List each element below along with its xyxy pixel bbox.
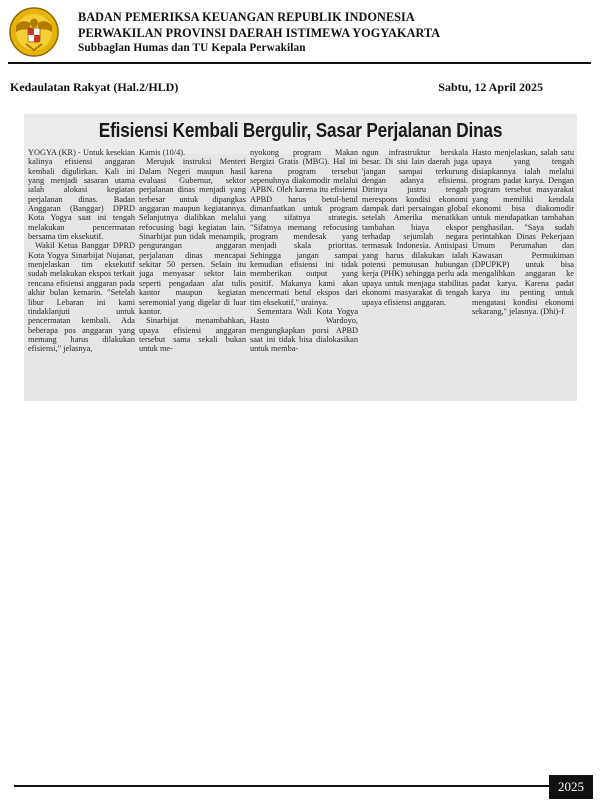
paragraph: Merujuk instruksi Menteri Dalam Negeri maupun hasil evaluasi Gubernur, sektor perjalanan dinas menjadi yang terbesar untuk dipangkas anggaran maupun kegiatannya. Selanjutnya dialihkan melalui refocusing bagi kegiatan lain. Sinarbijat pun tidak menampik, pengurangan anggaran perjalanan dinas mencapai sekitar 50 persen. Selain itu juga menyasar sektor lain seperti pengadaan alat tulis kantor maupun kegiatan seremonial yang digelar di luar kantor. bbox=[139, 157, 246, 316]
article-column-3 bbox=[250, 148, 358, 354]
article-column-2 bbox=[139, 148, 246, 354]
paragraph: YOGYA (KR) - Untuk kesekian kalinya efisiensi anggaran kembali digulirkan. Kali ini yang menjadi sasaran utama ialah alokasi kegiatan perjalanan dinas. Badan Anggaran (Banggar) DPRD Kota Yogya saat ini tengah melakukan pencermatan bersama tim eksekutif. bbox=[28, 148, 135, 242]
office-name: PERWAKILAN PROVINSI DAERAH ISTIMEWA YOGYAKARTA bbox=[78, 25, 441, 40]
source-label: Kedaulatan Rakyat (Hal.2/HLD) bbox=[10, 80, 179, 94]
garuda-emblem-logo bbox=[8, 6, 60, 58]
footer-divider bbox=[14, 785, 550, 787]
news-clipping bbox=[24, 114, 577, 401]
institution-name: BADAN PEMERIKSA KEUANGAN REPUBLIK INDONESIA bbox=[78, 10, 415, 24]
paragraph: nyokong program Makan Bergizi Gratis (MBG). Hal ini karena program tersebut sepenuhnya diakomodir melalui APBN. Oleh karena itu efisiensi APBD harus betul-betul dimanfaatkan untuk program yang sifatnya strategis. "Sifatnya memang refocusing program mendesak yang menjadi skala prioritas. Sehingga jangan sampai kemudian efisiensi ini tidak memberikan output yang positif. Makanya kami akan mencermati betul ekspos dari tim eksekutif," urainya. bbox=[250, 148, 358, 307]
year-badge: 2025 bbox=[549, 775, 593, 799]
article-column-4 bbox=[362, 148, 468, 307]
article-headline: Efisiensi Kembali Bergulir, Sasar Perjalanan Dinas bbox=[98, 120, 503, 142]
paragraph: Kamis (10/4). bbox=[139, 148, 186, 157]
article-column-1 bbox=[28, 148, 135, 354]
date-label: Sabtu, 12 April 2025 bbox=[438, 80, 543, 94]
letterhead-divider bbox=[8, 62, 591, 64]
paragraph: Sinarbijat menambahkan, upaya efisiensi anggaran tersebut sama sekali bukan untuk me- bbox=[139, 316, 246, 354]
paragraph: Sementara Wali Kota Yogya Hasto Wardoyo, mengungkapkan porsi APBD saat ini tidak bisa dialokasikan untuk memba- bbox=[250, 306, 358, 354]
paragraph: ngun infrastruktur berskala besar. Di sisi lain daerah juga 'jangan sampai terkurung dengan adanya efisiensi. Dirinya justru tengah merespons kondisi ekonomi dampak dari persaingan global setelah Amerika menaikkan tambahan biaya ekspor terhadap sejumlah negara termasuk Indonesia. Antisipasi yang harus dilakukan ialah potensi pemutusan hubungan kerja (PHK) sehingga perlu ada upaya untuk menjaga stabilitas ekonomi masyarakat di tengah upaya efisiensi anggaran. bbox=[362, 148, 468, 307]
letterhead bbox=[78, 10, 440, 57]
paragraph: Hasto menjelaskan, salah satu upaya yang tengah disiapkannya ialah melalui program padat karya. Dengan program tersebut masyarakat yang memiliki kendala ekonomi bisa diakomodir untuk mendapatkan tambahan penghasilan. "Saya sudah perintahkan Dinas Pekerjaan Umum Perumahan dan Kawasan Permukiman (DPUPKP) untuk bisa mengalihkan anggaran ke padat karya. Karena padat karya itu penting untuk mengatasi kondisi ekonomi sekarang," jelasnya. (Dhi)-f bbox=[472, 148, 574, 316]
paragraph: Wakil Ketua Banggar DPRD Kota Yogya Sinarbijat Nujanat, menjelaskan tim eksekutif sudah melakukan ekspos terkait rencana efisiensi anggaran pada akhir bulan kemarin. "Setelah libur Lebaran ini kami tindaklanjuti untuk pencermatan kembali. Ada beberapa pos anggaran yang memang harus dilakukan efisiensi," jelasnya, bbox=[28, 241, 135, 354]
article-column-5 bbox=[472, 148, 574, 316]
division-name: Subbaglan Humas dan TU Kepala Perwakilan bbox=[78, 42, 306, 55]
